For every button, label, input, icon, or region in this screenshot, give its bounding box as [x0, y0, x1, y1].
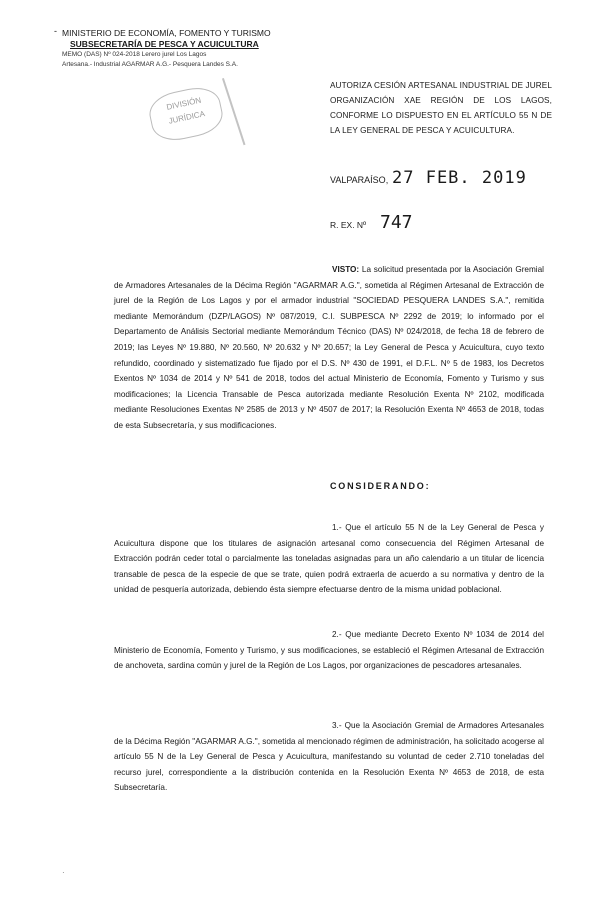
rex-number: 747	[380, 212, 413, 233]
considerando-1: 1.- Que el artículo 55 N de la Ley General de Pesca y Acuicultura dispone que los titulares de asignación artesanal como consecuencia del Régimen Artesanal de Extracción podrán ceder total o parcialmente las toneladas asignadas para un año calendario a un titular de licencia transable de pesca de la especie de que se trate, quien podrá extraerla de acuerdo a su normativa y dentro de la unidad de pesquería autorizada, debiendo ésta siempre efectuarse dentro de la misma unidad poblacional.	[114, 523, 544, 595]
resolution-subject: AUTORIZA CESIÓN ARTESANAL INDUSTRIAL DE JUREL ORGANIZACIÓN XAE REGIÓN DE LOS LAGOS, CONFORME LO DISPUESTO EN EL ARTÍCULO 55 N DE LA LEY GENERAL DE PESCA Y ACUICULTURA.	[330, 81, 552, 135]
corner-mark: -	[54, 26, 57, 36]
memo-reference: MEMO (DAS) Nº 024-2018 Lerero jurel Los Lagos	[62, 51, 207, 58]
footer-mark: ·	[62, 868, 65, 877]
dateline-place: VALPARAÍSO,	[330, 175, 389, 185]
ministry-name: MINISTERIO DE ECONOMÍA, FOMENTO Y TURISMO	[62, 28, 271, 38]
stamp-line-1: DIVISIÓN	[165, 95, 202, 112]
stamp-line-2: JURÍDICA	[167, 109, 206, 126]
signature-mark	[222, 69, 274, 145]
letterhead	[62, 28, 282, 70]
dateline	[330, 168, 560, 192]
division-juridica-stamp	[146, 83, 226, 145]
considerando-3: 3.- Que la Asociación Gremial de Armadores Artesanales de la Décima Región "AGARMAR A.G.", sometida al mencionado régimen de administración, ha solicitado acogerse al artículo 55 N de la Ley General de Pesca y Acuicultura, manifestando su voluntad de ceder 2.710 toneladas del recurso jurel, correspondiente a la distribución contenida en la Resolución Exenta Nº 4653 de 2018, de esta Subsecretaría.	[114, 721, 544, 793]
visto-label: VISTO:	[332, 265, 360, 274]
resolution-number	[330, 212, 450, 236]
rex-label: R. EX. Nº	[330, 220, 367, 230]
visto-paragraph	[114, 262, 544, 434]
dateline-date: 27 FEB. 2019	[392, 168, 527, 188]
artesanal-reference: Artesana.- Industrial AGARMAR A.G.- Pesquera Landes S.A.	[62, 61, 238, 68]
considerando-2: 2.- Que mediante Decreto Exento Nº 1034 de 2014 del Ministerio de Economía, Fomento y Turismo, y sus modificaciones, se estableció el Régimen Artesanal de Extracción de anchoveta, sardina común y jurel de la Región de Los Lagos, por organizaciones de pescadores artesanales.	[114, 630, 544, 671]
considerando-heading: CONSIDERANDO:	[330, 481, 431, 491]
visto-text: La solicitud presentada por la Asociación Gremial de Armadores Artesanales de la Décima Región "AGARMAR A.G.", sometida al Régimen Artesanal de Extracción de jurel de la Región de Los Lagos y por el armador industrial "SOCIEDAD PESQUERA LANDES S.A.", remitida mediante Memorándum (DZP/LAGOS) Nº 087/2019, C.I. SUBPESCA Nº 2292 de 2019; lo informado por el Departamento de Análisis Sectorial mediante Memorándum Técnico (DAS) Nº 024/2018, de fecha 18 de febrero de 2019; las Leyes Nº 19.880, Nº 20.560, Nº 20.632 y Nº 20.657; la Ley General de Pesca y Acuicultura, cuyo texto refundido, coordinado y sistematizado fue fijado por el D.S. Nº 430 de 1991, el D.F.L. Nº 5 de 1983, los Decretos Exentos Nº 1034 de 2014 y Nº 541 de 2018, todos del actual Ministerio de Economía, Fomento y Turismo y sus modificaciones; la Licencia Transable de Pesca autorizada mediante Resolución Exenta Nº 2102, modificada mediante Resoluciones Exentas Nº 2585 de 2013 y Nº 4507 de 2017; la Resolución Exenta Nº 4653 de 2018, todas de esta Subsecretaría, y sus modificaciones.	[114, 265, 544, 430]
subsecretaria-name: SUBSECRETARÍA DE PESCA Y ACUICULTURA	[70, 39, 259, 49]
